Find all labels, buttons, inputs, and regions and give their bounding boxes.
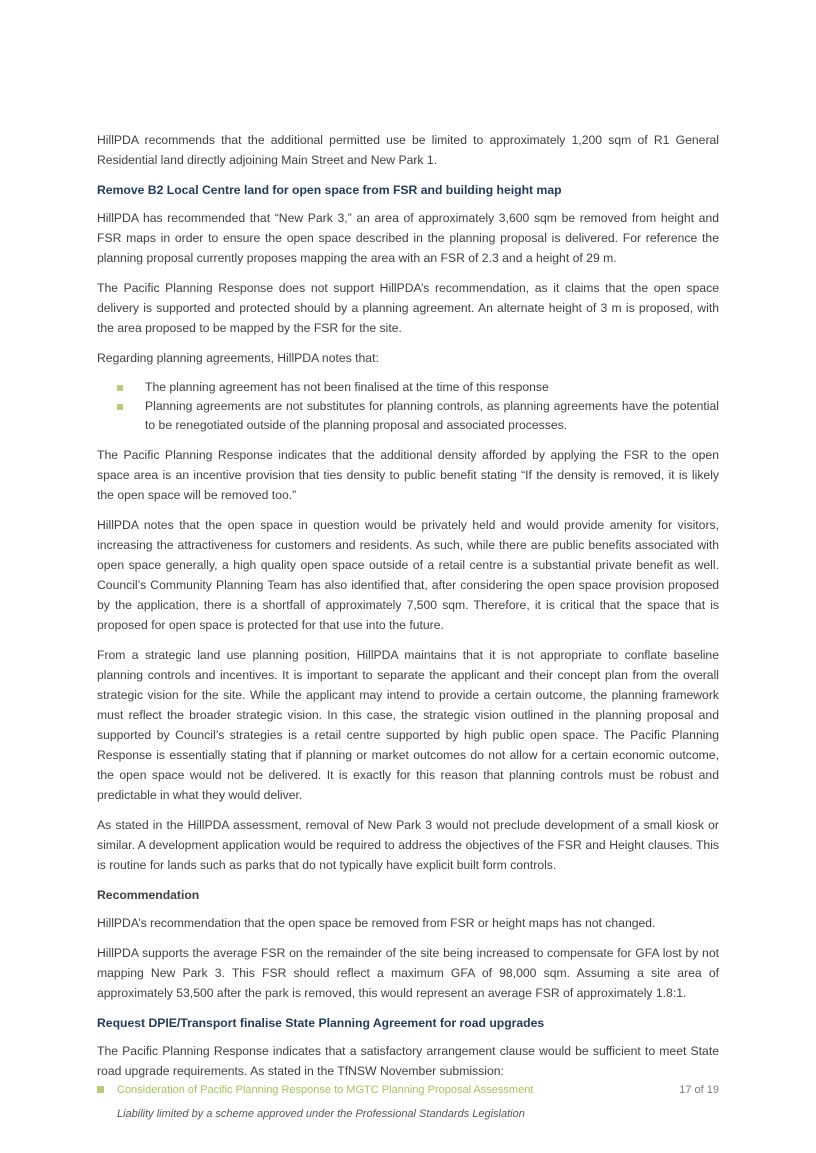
page-number: 17 of 19 <box>679 1084 719 1096</box>
paragraph: From a strategic land use planning position, HillPDA maintains that it is not appropriate to conflate baseline planning controls and incentives. It is important to separate the applicant and their concept plan from the overall strategic vision for the site. While the applicant may intend to provide a certain outcome, the planning framework must reflect the broader strategic vision. In this case, the strategic vision outlined in the planning proposal and supported by Council’s strategies is a retail centre supported by high public open space. The Pacific Planning Response is essentially stating that if planning or market outcomes do not allow for a certain economic outcome, the open space would not be delivered. It is exactly for this reason that planning controls must be robust and predictable in what they would deliver. <box>97 648 719 802</box>
footer-line <box>97 1082 719 1098</box>
paragraph: Regarding planning agreements, HillPDA notes that: <box>97 351 379 365</box>
bullet-square-icon <box>117 404 123 410</box>
section-heading: Remove B2 Local Centre land for open space from FSR and building height map <box>97 183 562 197</box>
paragraph: HillPDA supports the average FSR on the remainder of the site being increased to compensate for GFA lost by not mapping New Park 3. This FSR should reflect a maximum GFA of 98,000 sqm. Assuming a site area of approximately 53,500 after the park is removed, this would represent an average FSR of approximately 1.8:1. <box>97 946 719 1000</box>
paragraph: The Pacific Planning Response indicates that a satisfactory arrangement clause would be sufficient to meet State road upgrade requirements. As stated in the TfNSW November submission: <box>97 1044 719 1078</box>
section-heading: Request DPIE/Transport finalise State Planning Agreement for road upgrades <box>97 1016 545 1030</box>
list-item <box>97 378 719 397</box>
list-item-text: Planning agreements are not substitutes for planning controls, as planning agreements have the potential to be renegotiated outside of the planning proposal and associated processes. <box>145 399 719 432</box>
bullet-square-icon <box>117 385 123 391</box>
paragraph: HillPDA recommends that the additional permitted use be limited to approximately 1,200 sqm of R1 General Residential land directly adjoining Main Street and New Park 1. <box>97 133 719 167</box>
list-item <box>97 397 719 435</box>
paragraph: HillPDA notes that the open space in question would be privately held and would provide amenity for visitors, increasing the attractiveness for customers and residents. As such, while there are public benefits associated with open space generally, a high quality open space outside of a retail centre is a substantial private benefit as well. Council’s Community Planning Team has also identified that, after considering the open space provision proposed by the application, there is a shortfall of approximately 7,500 sqm. Therefore, it is critical that the space that is proposed for open space is protected for that use into the future. <box>97 518 719 632</box>
list-item-text: The planning agreement has not been finalised at the time of this response <box>145 380 549 394</box>
bullet-list <box>97 378 719 435</box>
paragraph: HillPDA’s recommendation that the open space be removed from FSR or height maps has not changed. <box>97 916 656 930</box>
subheading-recommendation: Recommendation <box>97 888 200 902</box>
paragraph: HillPDA has recommended that “New Park 3,” an area of approximately 3,600 sqm be removed from height and FSR maps in order to ensure the open space described in the planning proposal is delivered. For reference the planning proposal currently proposes mapping the area with an FSR of 2.3 and a height of 29 m. <box>97 211 719 265</box>
paragraph: As stated in the HillPDA assessment, removal of New Park 3 would not preclude development of a small kiosk or similar. A development application would be required to address the objectives of the FSR and Height clauses. This is routine for lands such as parks that do not typically have explicit built form controls. <box>97 818 719 872</box>
footer-title: Consideration of Pacific Planning Response to MGTC Planning Proposal Assessment <box>117 1084 534 1096</box>
paragraph: The Pacific Planning Response does not support HillPDA’s recommendation, as it claims that the open space delivery is supported and protected should by a planning agreement. An alternate height of 3 m is proposed, with the area proposed to be mapped by the FSR for the site. <box>97 281 719 335</box>
footer-liability: Liability limited by a scheme approved under the Professional Standards Legislation <box>117 1108 525 1120</box>
footer-square-icon <box>97 1086 104 1093</box>
paragraph: The Pacific Planning Response indicates that the additional density afforded by applying the FSR to the open space area is an incentive provision that ties density to public benefit stating “If the density is removed, it is likely the open space will be removed too.” <box>97 448 719 502</box>
document-body <box>97 130 719 1091</box>
page-footer <box>97 1082 719 1122</box>
